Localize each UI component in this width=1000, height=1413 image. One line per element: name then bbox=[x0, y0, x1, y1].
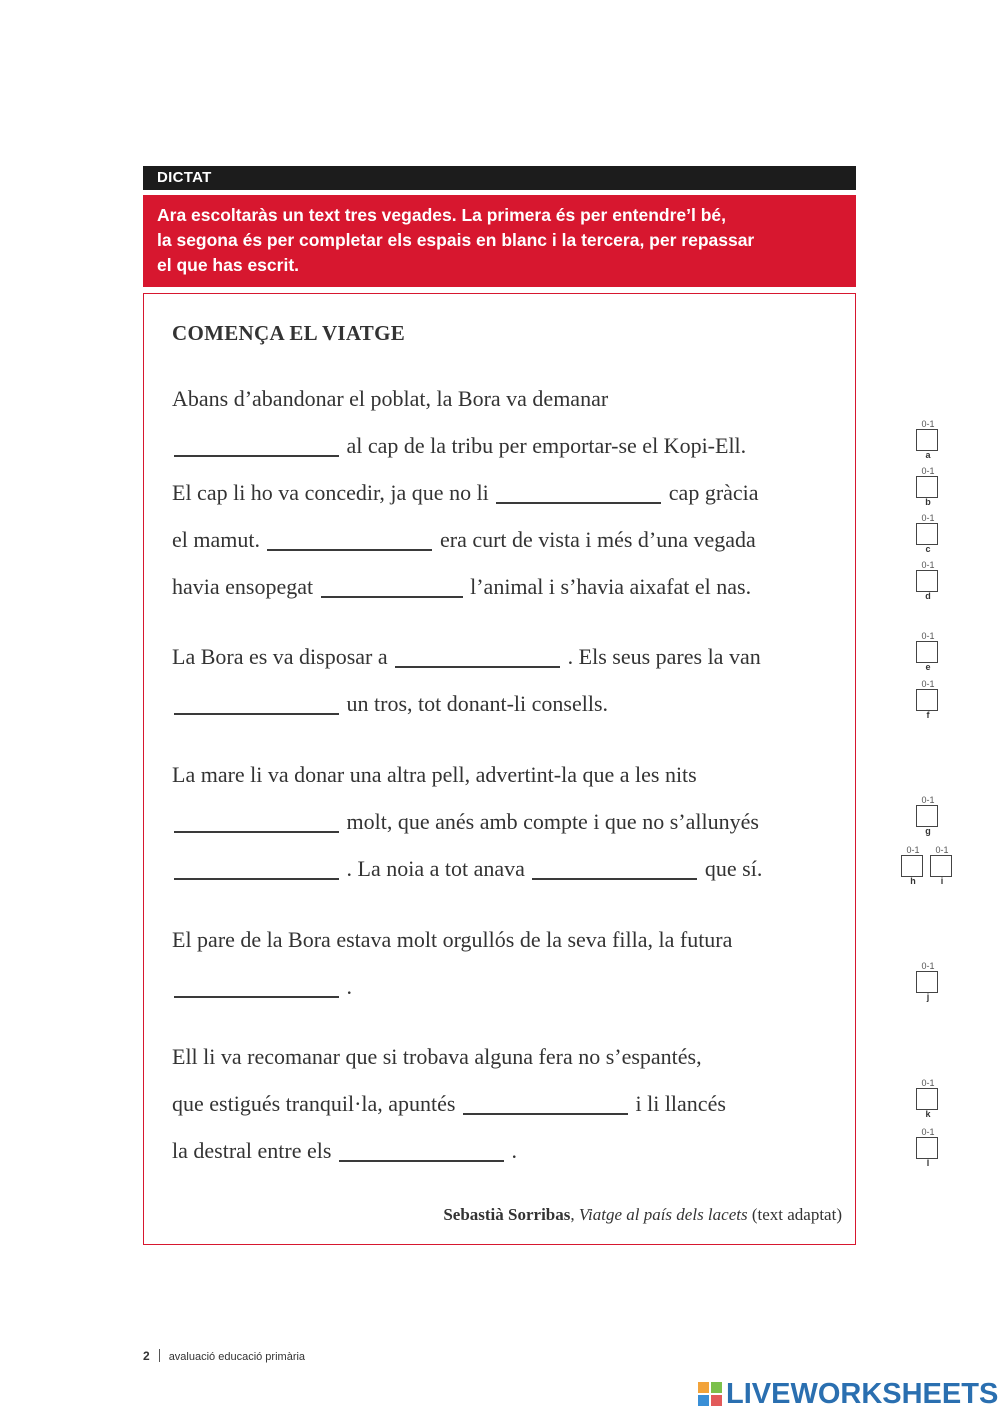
score-letter: e bbox=[925, 662, 931, 672]
blank-g[interactable] bbox=[174, 831, 339, 833]
score-letter: d bbox=[925, 591, 931, 601]
score-box-l bbox=[915, 1128, 941, 1168]
score-range-label: 0-1 bbox=[921, 961, 935, 971]
text-segment: . Els seus pares la van bbox=[567, 644, 761, 669]
text-line-12 bbox=[172, 974, 352, 1000]
text-line-5 bbox=[172, 574, 751, 600]
text-segment: . La noia a tot anava bbox=[346, 856, 525, 881]
footer-text: avaluació educació primària bbox=[168, 1351, 306, 1363]
text-segment: . bbox=[511, 1138, 517, 1163]
score-checkbox-k[interactable] bbox=[916, 1088, 938, 1110]
instructions-line-1: Ara escoltaràs un text tres vegades. La primera és per entendre’l bé, bbox=[157, 205, 726, 225]
page-number: 2 bbox=[143, 1349, 150, 1363]
logo-tile bbox=[711, 1382, 722, 1393]
score-letter: l bbox=[926, 1158, 930, 1168]
logo-tile bbox=[698, 1382, 709, 1393]
score-box-a bbox=[915, 420, 941, 460]
score-letter: k bbox=[925, 1109, 931, 1119]
text-line-1 bbox=[172, 386, 608, 412]
blank-c[interactable] bbox=[267, 549, 432, 551]
score-box-f bbox=[915, 680, 941, 720]
text-segment: que sí. bbox=[704, 856, 763, 881]
blank-b[interactable] bbox=[496, 502, 661, 504]
text-segment: La mare li va donar una altra pell, advertint-la que a les nits bbox=[172, 762, 697, 787]
text-line-3 bbox=[172, 480, 759, 506]
score-box-d bbox=[915, 561, 941, 601]
liveworksheets-brand[interactable] bbox=[698, 1378, 998, 1410]
score-box-k bbox=[915, 1079, 941, 1119]
score-checkbox-a[interactable] bbox=[916, 429, 938, 451]
attribution-author: Sebastià Sorribas bbox=[443, 1205, 571, 1224]
liveworksheets-logo-icon bbox=[698, 1382, 722, 1406]
logo-tile bbox=[711, 1395, 722, 1406]
text-line-4 bbox=[172, 527, 756, 553]
score-checkbox-i[interactable] bbox=[930, 855, 952, 877]
score-box-b bbox=[915, 467, 941, 507]
blank-h[interactable] bbox=[174, 878, 339, 880]
score-range-label: 0-1 bbox=[921, 419, 935, 429]
text-line-7 bbox=[172, 691, 608, 717]
score-letter: a bbox=[925, 450, 931, 460]
text-segment: La Bora es va disposar a bbox=[172, 644, 388, 669]
attribution-book: Viatge al país dels lacets bbox=[578, 1205, 748, 1224]
score-letter: h bbox=[910, 876, 916, 886]
blank-a[interactable] bbox=[174, 455, 339, 457]
text-segment: que estigués tranquil·la, apuntés bbox=[172, 1091, 456, 1116]
score-box-j bbox=[915, 962, 941, 1002]
score-checkbox-h[interactable] bbox=[901, 855, 923, 877]
text-segment: molt, que anés amb compte i que no s’allunyés bbox=[346, 809, 759, 834]
score-box-h bbox=[900, 846, 926, 886]
story-title: COMENÇA EL VIATGE bbox=[172, 321, 406, 345]
blank-d[interactable] bbox=[321, 596, 463, 598]
score-range-label: 0-1 bbox=[921, 560, 935, 570]
score-box-i bbox=[929, 846, 955, 886]
score-letter: c bbox=[925, 544, 931, 554]
score-range-label: 0-1 bbox=[921, 631, 935, 641]
text-segment: era curt de vista i més d’una vegada bbox=[439, 527, 756, 552]
text-line-11 bbox=[172, 927, 732, 953]
text-line-14 bbox=[172, 1091, 726, 1117]
blank-l[interactable] bbox=[339, 1160, 504, 1162]
text-line-9 bbox=[172, 809, 759, 835]
score-checkbox-c[interactable] bbox=[916, 523, 938, 545]
score-letter: g bbox=[925, 826, 931, 836]
text-line-8 bbox=[172, 762, 697, 788]
blank-i[interactable] bbox=[532, 878, 697, 880]
logo-tile bbox=[698, 1395, 709, 1406]
brand-name: LIVEWORKSHEETS bbox=[726, 1377, 999, 1410]
text-segment: Abans d’abandonar el poblat, la Bora va demanar bbox=[172, 386, 609, 411]
text-segment: havia ensopegat bbox=[172, 574, 314, 599]
score-checkbox-f[interactable] bbox=[916, 689, 938, 711]
blank-k[interactable] bbox=[463, 1113, 628, 1115]
score-range-label: 0-1 bbox=[921, 513, 935, 523]
text-line-13 bbox=[172, 1044, 702, 1070]
score-checkbox-l[interactable] bbox=[916, 1137, 938, 1159]
blank-j[interactable] bbox=[174, 996, 339, 998]
page-footer bbox=[143, 1349, 305, 1363]
blank-f[interactable] bbox=[174, 713, 339, 715]
text-segment: l’animal i s’havia aixafat el nas. bbox=[470, 574, 752, 599]
text-line-10 bbox=[172, 856, 762, 882]
text-segment: . bbox=[346, 974, 352, 999]
text-segment: El cap li ho va concedir, ja que no li bbox=[172, 480, 489, 505]
footer-divider bbox=[159, 1349, 160, 1362]
score-range-label: 0-1 bbox=[935, 845, 949, 855]
text-segment: cap gràcia bbox=[668, 480, 759, 505]
score-checkbox-d[interactable] bbox=[916, 570, 938, 592]
score-box-e bbox=[915, 632, 941, 672]
score-range-label: 0-1 bbox=[921, 466, 935, 476]
attribution: Sebastià Sorribas, Viatge al país dels lacets (text adaptat) bbox=[443, 1205, 842, 1224]
score-checkbox-e[interactable] bbox=[916, 641, 938, 663]
score-letter: f bbox=[926, 710, 930, 720]
score-letter: j bbox=[926, 992, 930, 1002]
score-range-label: 0-1 bbox=[921, 1127, 935, 1137]
section-header-dictat: DICTAT bbox=[143, 166, 856, 190]
blank-e[interactable] bbox=[395, 666, 560, 668]
score-range-label: 0-1 bbox=[921, 679, 935, 689]
instructions-box bbox=[143, 195, 856, 287]
instructions-line-2: la segona és per completar els espais en blanc i la tercera, per repassar bbox=[157, 230, 755, 250]
score-letter: i bbox=[940, 876, 944, 886]
score-box-g bbox=[915, 796, 941, 836]
text-segment: el mamut. bbox=[172, 527, 260, 552]
text-segment: al cap de la tribu per emportar-se el Kopi-Ell. bbox=[346, 433, 747, 458]
score-letter: b bbox=[925, 497, 931, 507]
instructions-line-3: el que has escrit. bbox=[157, 255, 300, 275]
text-line-2 bbox=[172, 433, 746, 459]
text-segment: i li llancés bbox=[635, 1091, 726, 1116]
score-range-label: 0-1 bbox=[921, 1078, 935, 1088]
text-segment: El pare de la Bora estava molt orgullós de la seva filla, la futura bbox=[172, 927, 733, 952]
score-range-label: 0-1 bbox=[921, 795, 935, 805]
text-line-15 bbox=[172, 1138, 517, 1164]
text-segment: un tros, tot donant-li consells. bbox=[346, 691, 609, 716]
score-checkbox-b[interactable] bbox=[916, 476, 938, 498]
text-line-6 bbox=[172, 644, 761, 670]
text-segment: Ell li va recomanar que si trobava alguna fera no s’espantés, bbox=[172, 1044, 702, 1069]
text-segment: la destral entre els bbox=[172, 1138, 332, 1163]
score-range-label: 0-1 bbox=[906, 845, 920, 855]
attribution-note: (text adaptat) bbox=[751, 1205, 842, 1224]
score-box-c bbox=[915, 514, 941, 554]
score-checkbox-j[interactable] bbox=[916, 971, 938, 993]
score-checkbox-g[interactable] bbox=[916, 805, 938, 827]
